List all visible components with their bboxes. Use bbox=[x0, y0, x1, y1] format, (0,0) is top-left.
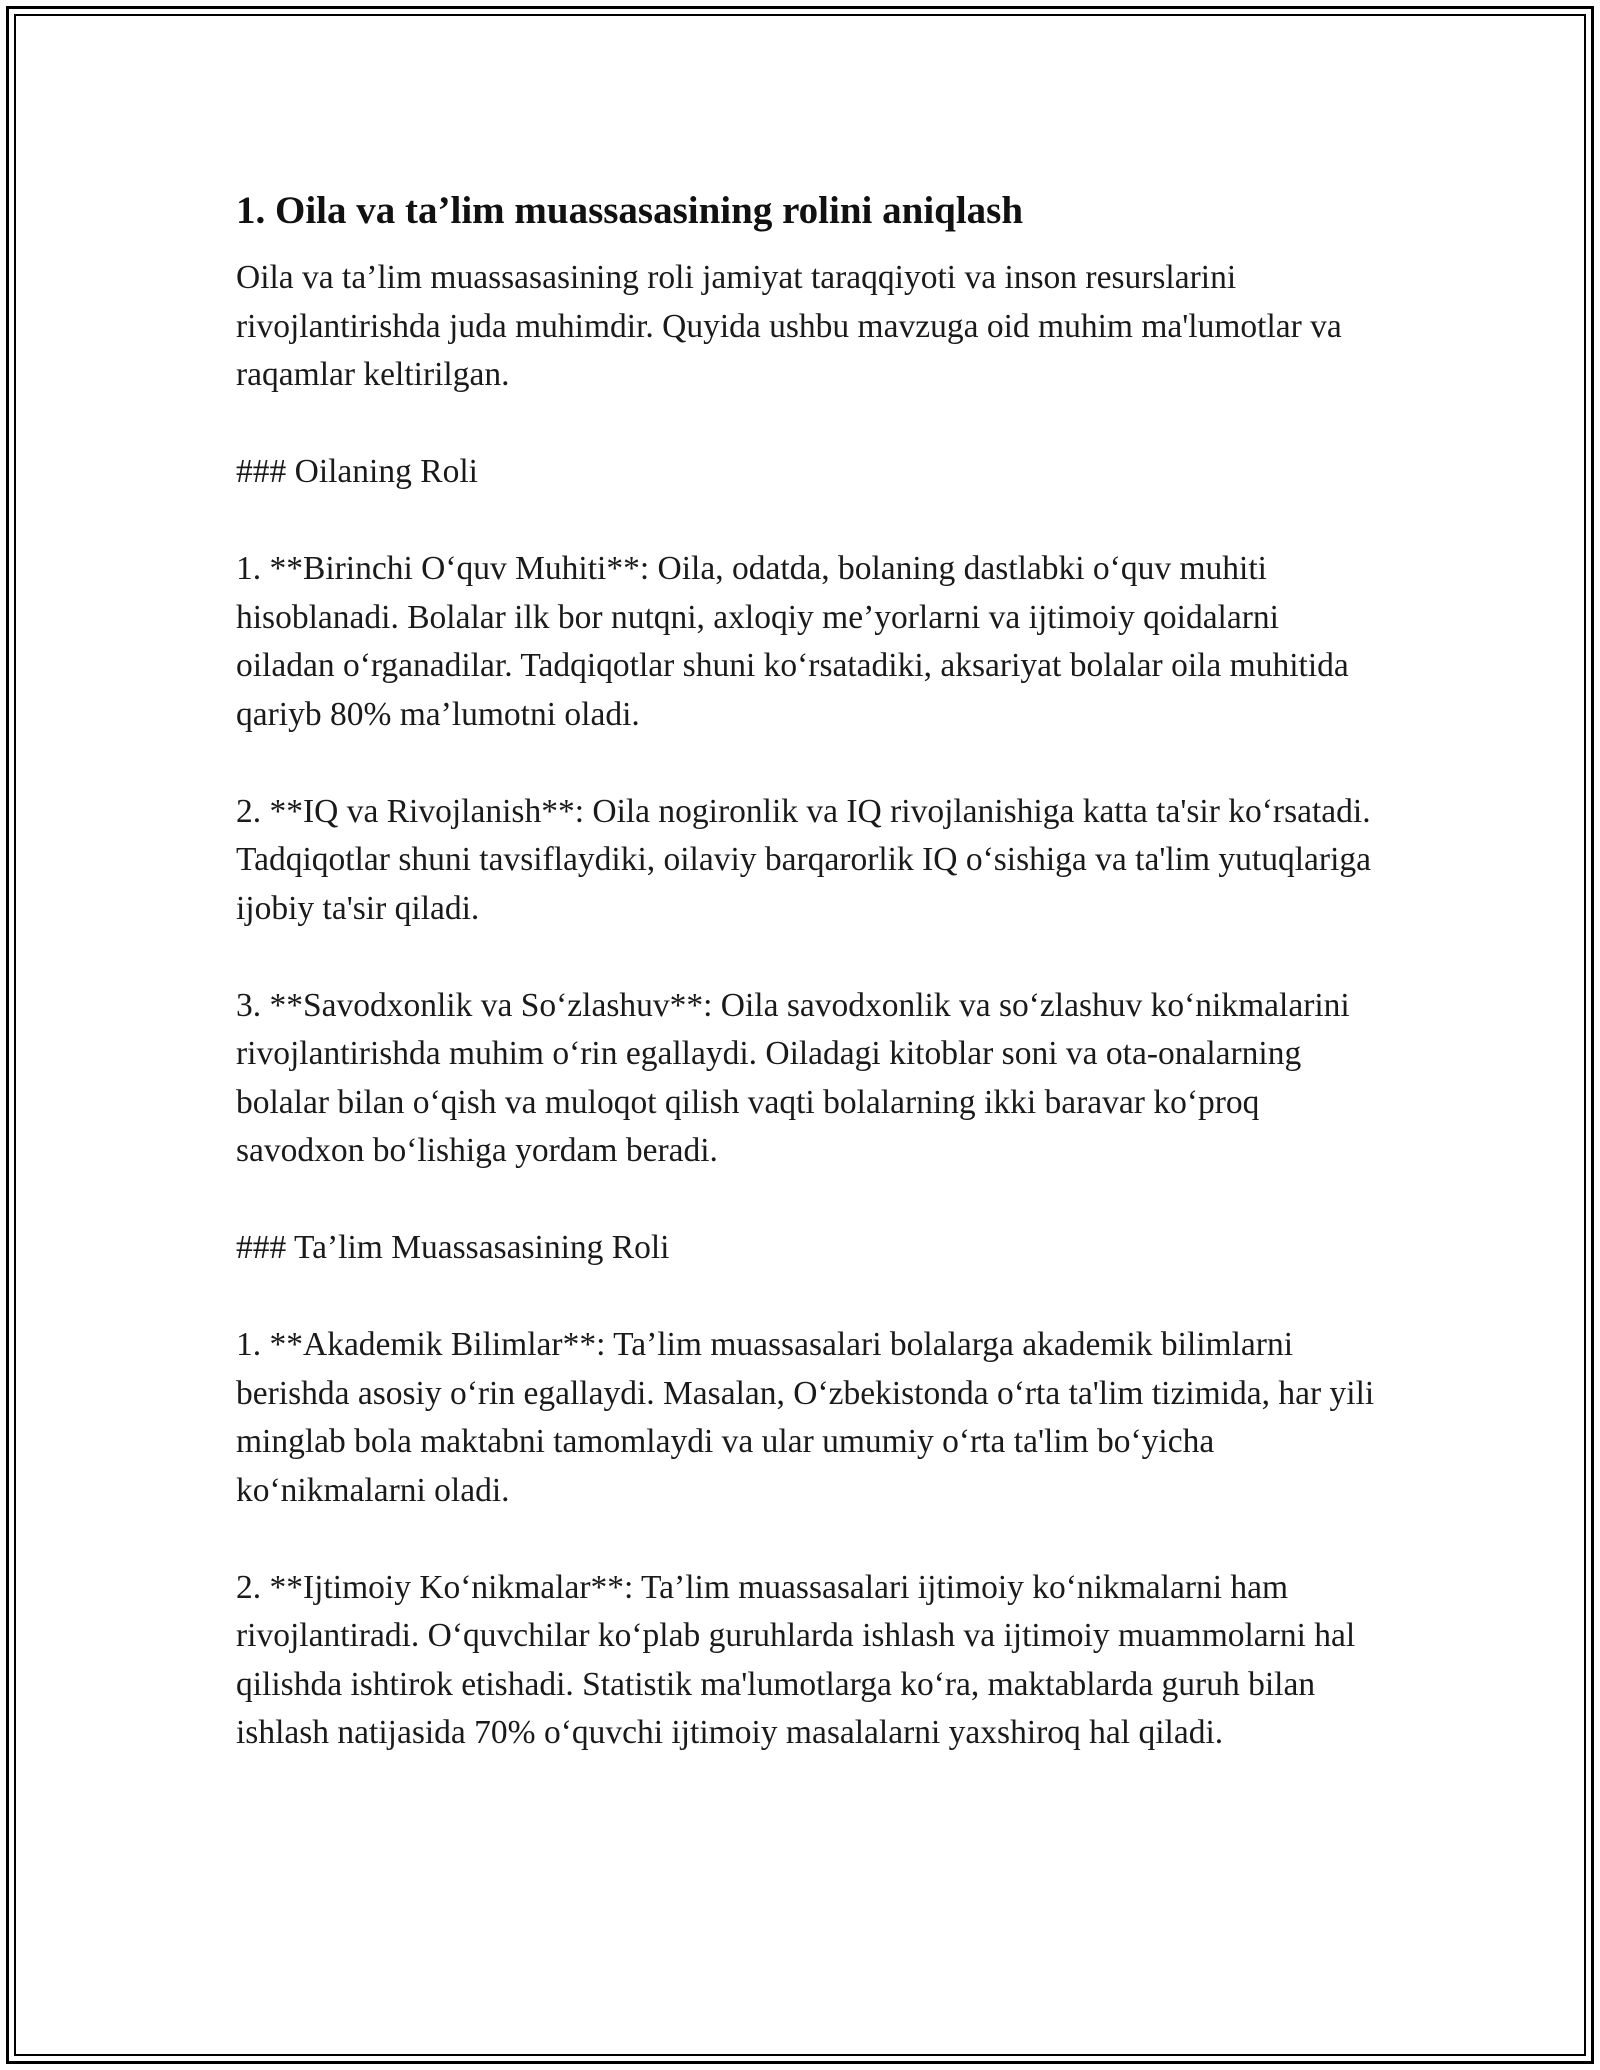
family-item-2: 2. **IQ va Rivojlanish**: Oila nogironlik va IQ rivojlanishiga katta ta'sir ko‘rsatadi. Tadqiqotlar shuni tavsiflaydiki, oilaviy barqarorlik IQ o‘sishiga va ta'lim yutuqlariga ijobiy ta'sir qiladi. bbox=[236, 792, 1371, 927]
institution-item-1: 1. **Akademik Bilimlar**: Ta’lim muassasalari bolalarga akademik bilimlarni berishda asosiy o‘rin egallaydi. Masalan, O‘zbekistonda o‘rta ta'lim tizimida, har yili minglab bola maktabni tamomlaydi va ular umumiy o‘rta ta'lim bo‘yicha ko‘nikmalarni oladi. bbox=[236, 1326, 1375, 1509]
family-item-3: 3. **Savodxonlik va So‘zlashuv**: Oila savodxonlik va so‘zlashuv ko‘nikmalarini rivojlantirishda muhim o‘rin egallaydi. Oiladagi kitoblar soni va ota-onalarning bolalar bilan o‘qish va muloqot qilish vaqti bolalarning ikki baravar ko‘proq savodxon bo‘lishiga yordam beradi. bbox=[236, 986, 1350, 1169]
document-title: 1. Oila va ta’lim muassasasining rolini aniqlash bbox=[236, 189, 1024, 232]
institution-item-2: 2. **Ijtimoiy Ko‘nikmalar**: Ta’lim muassasalari ijtimoiy ko‘nikmalarni ham rivojlantiradi. O‘quvchilar ko‘plab guruhlarda ishlash va ijtimoiy muammolarni hal qilishda ishtirok etishadi. Statistik ma'lumotlarga ko‘ra, maktablarda guruh bilan ishlash natijasida 70% o‘quvchi ijtimoiy masalalarni yaxshiroq hal qiladi. bbox=[236, 1568, 1356, 1751]
section-heading-family: ### Oilaning Roli bbox=[236, 453, 478, 490]
intro-paragraph: Oila va ta’lim muassasasining roli jamiyat taraqqiyoti va inson resurslarini rivojlantirishda juda muhimdir. Quyida ushbu mavzuga oid muhim ma'lumotlar va raqamlar keltirilgan. bbox=[236, 259, 1342, 393]
family-item-1: 1. **Birinchi O‘quv Muhiti**: Oila, odatda, bolaning dastlabki o‘quv muhiti hisoblanadi. Bolalar ilk bor nutqni, axloqiy me’yorlarni va ijtimoiy qoidalarni oiladan o‘rganadilar. Tadqiqotlar shuni ko‘rsatadiki, aksariyat bolalar oila muhitida qariyb 80% ma’lumotni oladi. bbox=[236, 550, 1349, 733]
section-heading-institution: ### Ta’lim Muassasasining Roli bbox=[236, 1229, 670, 1266]
document-body bbox=[236, 186, 1376, 1758]
